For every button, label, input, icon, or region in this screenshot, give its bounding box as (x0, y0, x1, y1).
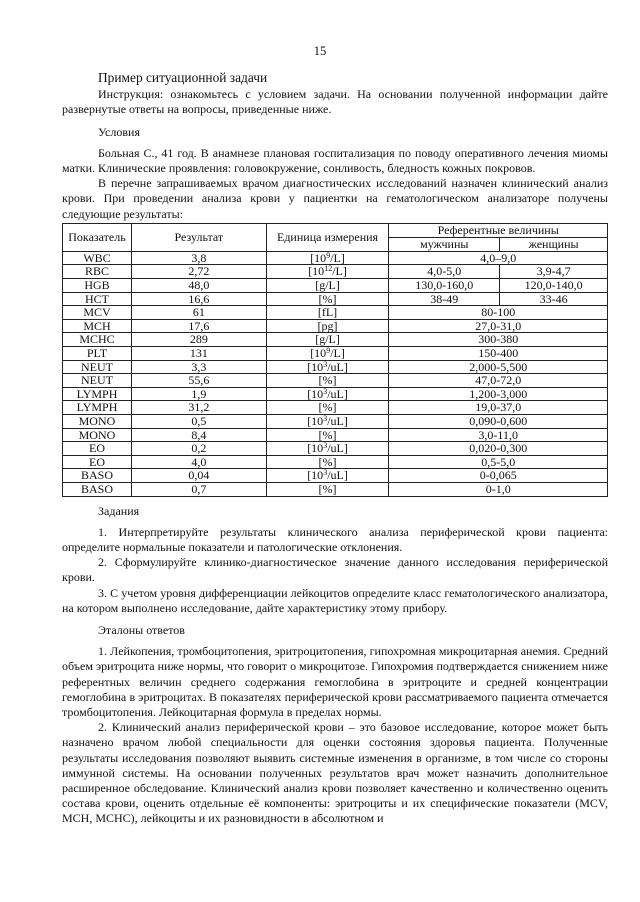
table-row (63, 428, 608, 442)
reference-cell: 19,0-37,0 (389, 401, 608, 415)
reference-cell: 2,000-5,500 (389, 360, 608, 374)
reference-cell: 80-100 (389, 306, 608, 320)
unit-base: [%] (318, 481, 337, 496)
result-cell: 0,7 (131, 482, 266, 496)
unit-cell (266, 428, 389, 442)
result-cell: 4,0 (131, 455, 266, 469)
result-cell: 61 (131, 306, 266, 320)
condition-paragraph-1: Больная С., 41 год. В анамнезе плановая госпитализация по поводу оперативного лечения миомы матки. Клинические проявления: головокружение, сонливость, бледность кожных покровов. (62, 145, 608, 176)
indicator-cell: LYMPH (63, 387, 132, 401)
conditions-heading: Условия (98, 124, 140, 139)
task-2: 2. Сформулируйте клинико-диагностическое значение данного исследования периферической крови. (62, 555, 608, 585)
page-title: Пример ситуационной задачи (98, 70, 268, 85)
result-cell: 16,6 (131, 292, 266, 306)
table-row (63, 374, 608, 388)
condition-paragraph-2: В перечне запрашиваемых врачом диагностических исследований назначен клинический анализ крови. При проведении анализа крови у пациентки на гематологическом анализаторе получены следующие результаты: (62, 176, 608, 221)
unit-cell (266, 333, 389, 347)
indicator-cell: MONO (63, 428, 132, 442)
result-cell: 55,6 (131, 374, 266, 388)
reference-cell: 0-1,0 (389, 482, 608, 496)
result-cell: 48,0 (131, 279, 266, 293)
reference-cell: 47,0-72,0 (389, 374, 608, 388)
unit-base: [10 (307, 441, 324, 456)
unit-exponent: 3 (323, 413, 328, 423)
unit-base: [10 (307, 359, 324, 374)
task-1: 1. Интерпретируйте результаты клинического анализа периферической крови пациента: определите нормальные показатели и патологические отклонения. (62, 524, 608, 554)
unit-base: [pg] (317, 318, 338, 333)
header-men: мужчины (389, 237, 500, 251)
table-row (63, 455, 608, 469)
indicator-cell: MONO (63, 414, 132, 428)
reference-men-cell: 38-49 (389, 292, 500, 306)
reference-cell: 4,0–9,0 (389, 251, 608, 265)
blood-test-table (62, 223, 608, 497)
unit-base: [10 (307, 413, 324, 428)
unit-base: [10 (310, 250, 327, 265)
reference-women-cell: 3,9-4,7 (500, 265, 608, 279)
reference-cell: 3,0-11,0 (389, 428, 608, 442)
unit-tail: /L] (330, 250, 345, 265)
unit-exponent: 3 (323, 468, 328, 478)
unit-base: [10 (308, 264, 325, 279)
result-cell: 1,9 (131, 387, 266, 401)
indicator-cell: EO (63, 455, 132, 469)
indicator-cell: MCV (63, 306, 132, 320)
reference-men-cell: 4,0-5,0 (389, 265, 500, 279)
reference-cell: 150-400 (389, 346, 608, 360)
unit-cell (266, 469, 389, 483)
table-row (63, 292, 608, 306)
indicator-cell: EO (63, 442, 132, 456)
header-result: Результат (131, 223, 266, 251)
result-cell: 3,3 (131, 360, 266, 374)
table-row (63, 387, 608, 401)
unit-base: [fL] (317, 305, 338, 320)
tasks-heading: Задания (98, 503, 140, 518)
unit-exponent: 12 (324, 264, 333, 274)
table-row (63, 360, 608, 374)
unit-cell (266, 374, 389, 388)
unit-cell (266, 401, 389, 415)
unit-tail: /L] (330, 345, 345, 360)
unit-base: [10 (307, 386, 324, 401)
reference-men-cell: 130,0-160,0 (389, 279, 500, 293)
table-row (63, 442, 608, 456)
unit-base: [%] (318, 454, 337, 469)
result-cell: 0,5 (131, 414, 266, 428)
indicator-cell: BASO (63, 469, 132, 483)
result-cell: 0,04 (131, 469, 266, 483)
unit-cell (266, 482, 389, 496)
indicator-cell: LYMPH (63, 401, 132, 415)
result-cell: 289 (131, 333, 266, 347)
table-row (63, 346, 608, 360)
indicator-cell: MCHC (63, 333, 132, 347)
reference-cell: 300-380 (389, 333, 608, 347)
answer-1: 1. Лейкопения, тромбоцитопения, эритроцитопения, гипохромная микроцитарная анемия. Средний объем эритроцита ниже нормы, что говорит о микроцитозе. Гипохромия подтверждается снижением ниже референтных величин среднего содержания гемоглобина в эритроците и средней концентрации гемоглобина в эритроцитах. В показателях периферической крови рассматриваемого пациента отмечается тромбоцитопения. Лейкоцитарная формула в пределах нормы. (62, 644, 608, 719)
table-row (63, 333, 608, 347)
result-cell: 3,8 (131, 251, 266, 265)
header-unit: Единица измерения (266, 223, 389, 251)
result-cell: 131 (131, 346, 266, 360)
unit-tail: /uL] (327, 468, 348, 483)
header-women: женщины (500, 237, 608, 251)
unit-cell (266, 442, 389, 456)
table-row (63, 319, 608, 333)
unit-base: [10 (307, 468, 324, 483)
unit-tail: /uL] (327, 386, 348, 401)
reference-cell: 1,200-3,000 (389, 387, 608, 401)
indicator-cell: HCT (63, 292, 132, 306)
result-cell: 17,6 (131, 319, 266, 333)
reference-cell: 0,5-5,0 (389, 455, 608, 469)
reference-cell: 0-0,065 (389, 469, 608, 483)
table-row (63, 482, 608, 496)
unit-exponent: 9 (326, 250, 331, 260)
unit-base: [%] (318, 291, 337, 306)
result-cell: 0,2 (131, 442, 266, 456)
unit-exponent: 3 (323, 441, 328, 451)
result-cell: 2,72 (131, 265, 266, 279)
indicator-cell: BASO (63, 482, 132, 496)
table-row (63, 414, 608, 428)
reference-women-cell: 33-46 (500, 292, 608, 306)
unit-cell (266, 292, 389, 306)
reference-cell: 0,020-0,300 (389, 442, 608, 456)
unit-tail: /uL] (327, 413, 348, 428)
unit-base: [%] (318, 373, 337, 388)
table-body (63, 251, 608, 496)
reference-cell: 0,090-0,600 (389, 414, 608, 428)
unit-exponent: 3 (323, 359, 328, 369)
table-row (63, 279, 608, 293)
table-row (63, 306, 608, 320)
table-row (63, 401, 608, 415)
indicator-cell: NEUT (63, 374, 132, 388)
unit-cell (266, 265, 389, 279)
reference-women-cell: 120,0-140,0 (500, 279, 608, 293)
reference-cell: 27,0-31,0 (389, 319, 608, 333)
unit-tail: /L] (332, 264, 347, 279)
indicator-cell: PLT (63, 346, 132, 360)
unit-cell (266, 306, 389, 320)
indicator-cell: WBC (63, 251, 132, 265)
unit-base: [%] (318, 427, 337, 442)
unit-cell (266, 414, 389, 428)
result-cell: 31,2 (131, 401, 266, 415)
header-reference: Референтные величины (389, 223, 608, 237)
page-number: 15 (313, 44, 327, 58)
header-indicator: Показатель (63, 223, 132, 251)
indicator-cell: HGB (63, 279, 132, 293)
unit-cell (266, 279, 389, 293)
answer-2: 2. Клинический анализ периферической крови – это базовое исследование, которое может быть назначено врачом любой специальности для оценки состояния здоровья пациента. Полученные результаты исследования позволяют выявить системные изменения в организме, в том числе со стороны иммунной системы. На основании полученных результатов врач может назначить дополнительное расширенное обследование. Клинический анализ крови позволяет качественно и количественно оценить состава крови, оценить отдельные её компоненты: эритроциты и их специфические показатели (MCV, MCH, MCHC), лейкоциты и их разновидности в абсолютном и (62, 720, 608, 826)
indicator-cell: NEUT (63, 360, 132, 374)
unit-exponent: 9 (326, 345, 331, 355)
unit-base: [g/L] (315, 278, 340, 293)
unit-cell (266, 319, 389, 333)
indicator-cell: MCH (63, 319, 132, 333)
result-cell: 8,4 (131, 428, 266, 442)
unit-base: [10 (310, 345, 327, 360)
table-row (63, 265, 608, 279)
unit-base: [g/L] (315, 332, 340, 347)
unit-base: [%] (318, 400, 337, 415)
unit-exponent: 3 (323, 386, 328, 396)
answers-heading: Эталоны ответов (98, 622, 185, 637)
unit-cell (266, 360, 389, 374)
unit-tail: /uL] (327, 441, 348, 456)
unit-cell (266, 455, 389, 469)
unit-cell (266, 346, 389, 360)
table-row (63, 251, 608, 265)
task-3: 3. С учетом уровня дифференциации лейкоцитов определите класс гематологического анализатора, на котором выполнено исследование, дайте характеристику этому прибору. (62, 585, 608, 615)
indicator-cell: RBC (63, 265, 132, 279)
unit-cell (266, 251, 389, 265)
table-row (63, 469, 608, 483)
page-content (62, 70, 608, 827)
unit-cell (266, 387, 389, 401)
unit-tail: /uL] (327, 359, 348, 374)
instruction-paragraph: Инструкция: ознакомьтесь с условием задачи. На основании полученной информации дайте развернутые ответы на вопросы, приведенные ниже. (62, 87, 608, 117)
